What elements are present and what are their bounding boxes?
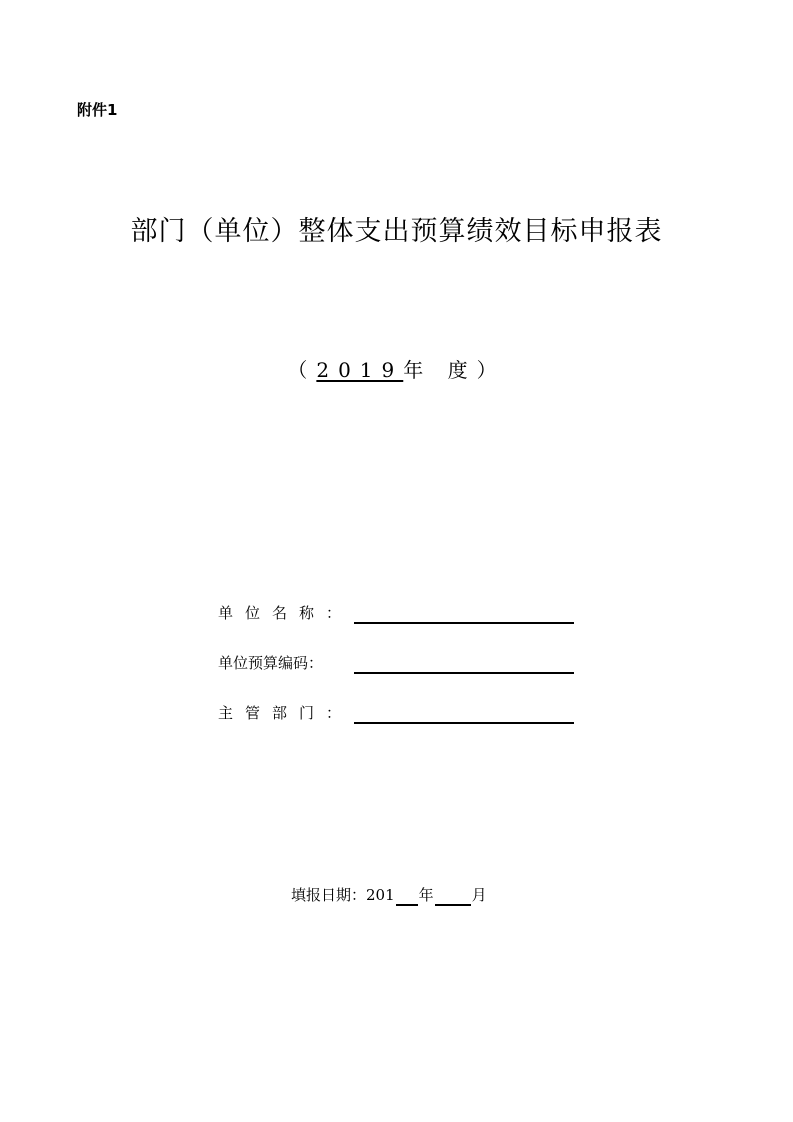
unit-name-field[interactable] (354, 602, 574, 624)
fill-date-month-blank[interactable] (435, 888, 471, 906)
year-close-paren: ） (476, 358, 506, 382)
budget-code-field[interactable] (354, 652, 574, 674)
fill-date-row (291, 884, 487, 906)
fill-date-month-suffix: 月 (471, 886, 487, 904)
year-open-paren: （ (287, 358, 317, 382)
document-title: 部门（单位）整体支出预算绩效目标申报表 (130, 216, 663, 247)
budget-code-row (218, 646, 574, 674)
fill-date-year-prefix: 201 (366, 886, 395, 904)
supervising-dept-label: 主管部门： (218, 704, 354, 722)
year-unit: 年 度 (403, 358, 477, 382)
attachment-label: 附件1 (77, 101, 118, 119)
supervising-dept-field[interactable] (354, 702, 574, 724)
unit-name-row (218, 596, 574, 624)
fill-date-year-blank[interactable] (396, 888, 418, 906)
unit-name-label: 单位名称： (218, 604, 354, 622)
fill-date-label: 填报日期： (291, 886, 367, 904)
fill-date-year-suffix: 年 (418, 886, 434, 904)
year-value: 2019 (316, 358, 404, 382)
budget-code-label: 单位预算编码： (218, 654, 324, 672)
year-line (0, 355, 793, 385)
supervising-dept-row (218, 696, 574, 724)
